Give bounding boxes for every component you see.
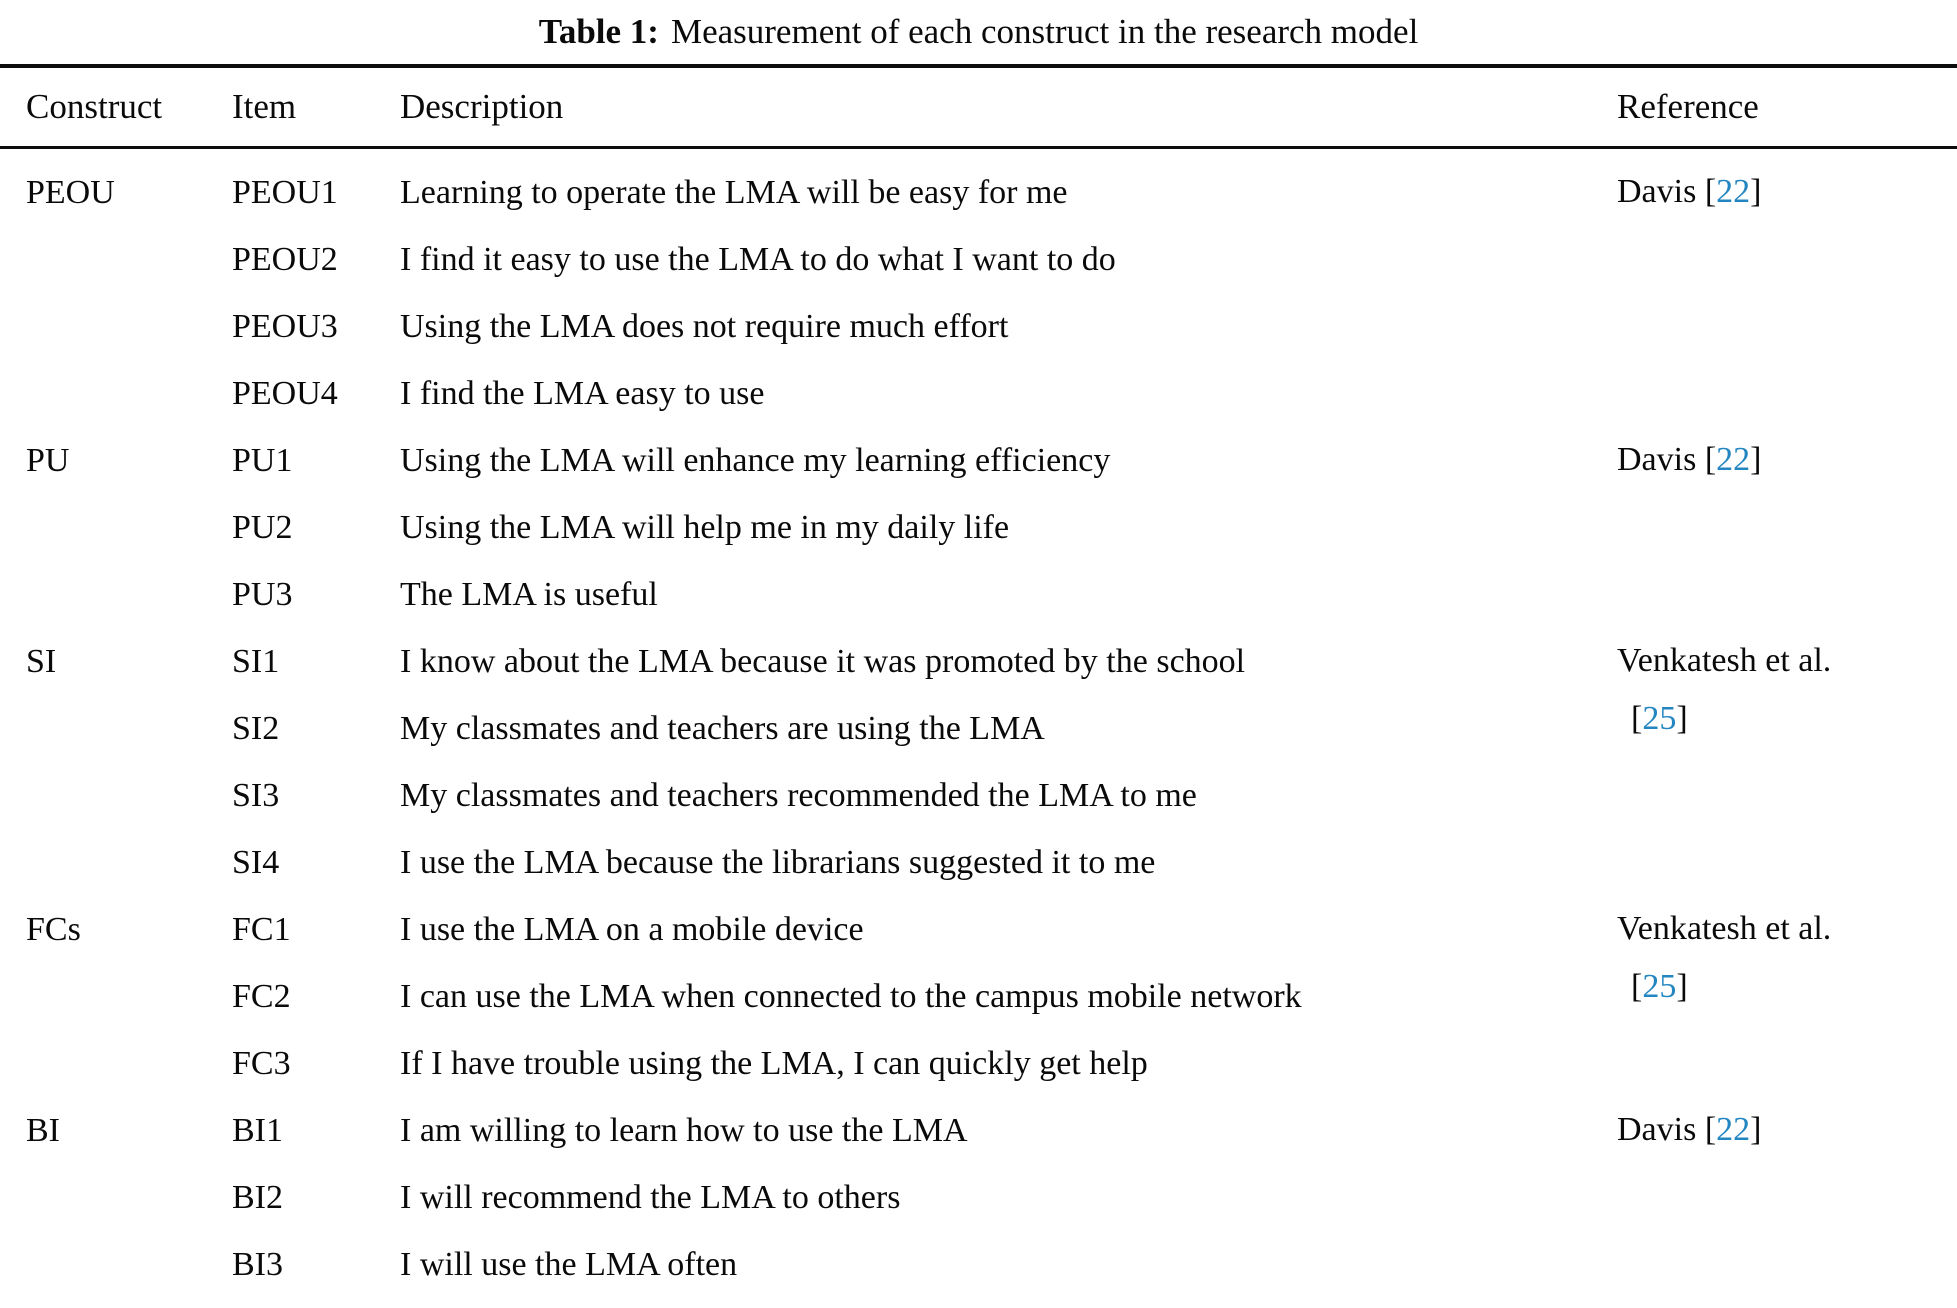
reference-cell: Davis [22] — [1617, 1111, 1762, 1148]
table-body — [0, 149, 1957, 1298]
description-cell: Learning to operate the LMA will be easy for me — [400, 174, 1068, 211]
table-row — [0, 561, 1957, 628]
reference-cell — [1617, 561, 1957, 628]
table-row — [0, 360, 1957, 427]
item-cell: PU3 — [232, 576, 293, 613]
bottom-spacer — [0, 1298, 1957, 1308]
item-cell: PEOU1 — [232, 174, 338, 211]
item-cell: BI2 — [232, 1179, 283, 1216]
table-row — [0, 762, 1957, 829]
reference-author-text: Venkatesh et al. — [1617, 910, 1832, 947]
citation-link[interactable]: 22 — [1716, 1111, 1751, 1148]
table-row — [0, 1030, 1957, 1097]
table-row — [0, 829, 1957, 896]
reference-cell — [1617, 1030, 1957, 1097]
description-cell: The LMA is useful — [400, 576, 658, 613]
reference-citation-bracket: [25] — [1631, 700, 1688, 737]
reference-cell: Davis [22] — [1617, 441, 1762, 478]
construct-cell — [26, 494, 232, 561]
construct-cell — [26, 1030, 232, 1097]
table-row — [0, 1164, 1957, 1231]
construct-cell — [26, 226, 232, 293]
item-cell: SI4 — [232, 844, 280, 881]
construct-cell — [26, 1231, 232, 1298]
construct-cell: SI — [26, 643, 57, 680]
description-cell: I will use the LMA often — [400, 1246, 738, 1283]
table-caption-text: Measurement of each construct in the research model — [670, 12, 1419, 51]
reference-cell — [1617, 695, 1957, 762]
reference-cell — [1617, 963, 1957, 1030]
reference-cell — [1617, 829, 1957, 896]
table-row — [0, 1231, 1957, 1298]
construct-cell: FCs — [26, 911, 81, 948]
citation-link[interactable]: 25 — [1642, 700, 1677, 737]
table-row — [0, 427, 1957, 494]
reference-citation-bracket: [25] — [1631, 968, 1688, 1005]
description-cell: I use the LMA on a mobile device — [400, 911, 864, 948]
construct-cell — [26, 762, 232, 829]
reference-cell — [1617, 360, 1957, 427]
table-row — [0, 226, 1957, 293]
description-cell: Using the LMA will enhance my learning efficiency — [400, 442, 1111, 479]
reference-cell: Davis [22] — [1617, 173, 1762, 210]
description-cell: My classmates and teachers are using the LMA — [400, 710, 1045, 747]
reference-cell — [1617, 293, 1957, 360]
table-row — [0, 963, 1957, 1030]
citation-link[interactable]: 22 — [1716, 441, 1751, 478]
item-cell: BI1 — [232, 1112, 283, 1149]
table-header-row — [0, 68, 1957, 146]
construct-cell: PU — [26, 442, 70, 479]
item-cell: PEOU4 — [232, 375, 338, 412]
table-row — [0, 695, 1957, 762]
column-header-reference: Reference — [1617, 87, 1759, 126]
construct-cell — [26, 1164, 232, 1231]
reference-cell — [1617, 494, 1957, 561]
citation-link[interactable]: 25 — [1642, 968, 1677, 1005]
item-cell: FC2 — [232, 978, 291, 1015]
description-cell: I find the LMA easy to use — [400, 375, 765, 412]
description-cell: I find it easy to use the LMA to do what I want to do — [400, 241, 1116, 278]
description-cell: I am willing to learn how to use the LMA — [400, 1112, 968, 1149]
item-cell: SI2 — [232, 710, 280, 747]
table-row — [0, 293, 1957, 360]
construct-cell — [26, 695, 232, 762]
column-header-item: Item — [232, 87, 297, 126]
construct-cell — [26, 293, 232, 360]
description-cell: Using the LMA will help me in my daily life — [400, 509, 1010, 546]
reference-cell — [1617, 762, 1957, 829]
construct-cell: BI — [26, 1112, 60, 1149]
reference-cell — [1617, 1164, 1957, 1231]
description-cell: I can use the LMA when connected to the campus mobile network — [400, 978, 1302, 1015]
reference-author-text: Venkatesh et al. — [1617, 642, 1832, 679]
item-cell: BI3 — [232, 1246, 283, 1283]
description-cell: My classmates and teachers recommended the LMA to me — [400, 777, 1197, 814]
reference-cell — [1617, 226, 1957, 293]
description-cell: I know about the LMA because it was promoted by the school — [400, 643, 1246, 680]
citation-link[interactable]: 22 — [1716, 173, 1751, 210]
column-header-construct: Construct — [26, 87, 163, 126]
description-cell: I will recommend the LMA to others — [400, 1179, 901, 1216]
item-cell: SI3 — [232, 777, 280, 814]
construct-cell — [26, 963, 232, 1030]
item-cell: PU1 — [232, 442, 293, 479]
column-header-description: Description — [400, 87, 564, 126]
table-row — [0, 1097, 1957, 1164]
reference-cell — [1617, 1231, 1957, 1298]
item-cell: PEOU2 — [232, 241, 338, 278]
description-cell: Using the LMA does not require much effort — [400, 308, 1009, 345]
table-row — [0, 159, 1957, 226]
item-cell: FC3 — [232, 1045, 291, 1082]
table-caption-label: Table 1: — [538, 12, 659, 51]
item-cell: PU2 — [232, 509, 293, 546]
construct-cell — [26, 360, 232, 427]
item-cell: SI1 — [232, 643, 280, 680]
item-cell: FC1 — [232, 911, 291, 948]
table-caption — [0, 0, 1957, 64]
item-cell: PEOU3 — [232, 308, 338, 345]
description-cell: If I have trouble using the LMA, I can quickly get help — [400, 1045, 1148, 1082]
description-cell: I use the LMA because the librarians suggested it to me — [400, 844, 1156, 881]
construct-cell — [26, 561, 232, 628]
table-row — [0, 494, 1957, 561]
construct-cell: PEOU — [26, 174, 115, 211]
construct-cell — [26, 829, 232, 896]
